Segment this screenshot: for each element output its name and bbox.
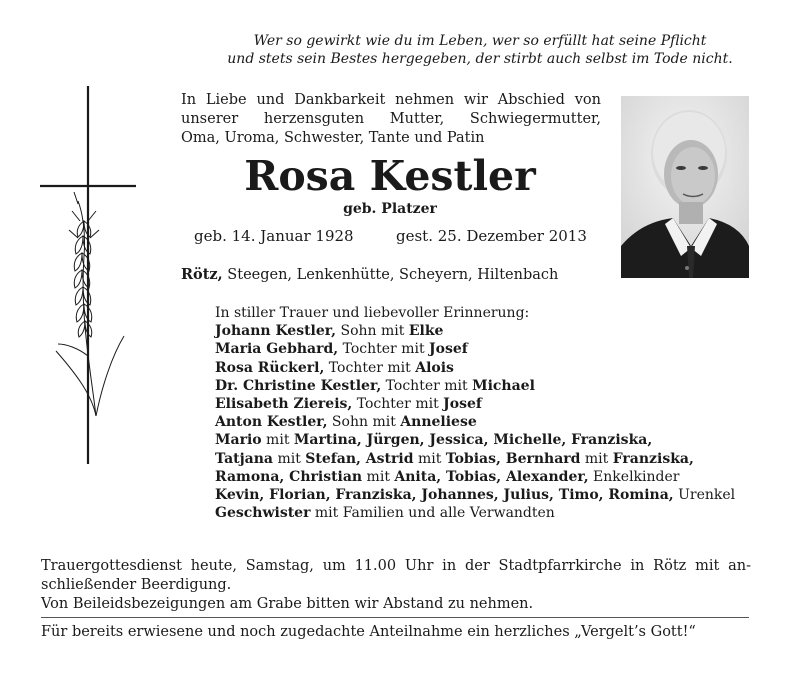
mourner-name: Michael — [472, 377, 535, 394]
funeral-info — [41, 557, 751, 614]
mourner-name: Kevin, Florian, Franziska, Johannes, Julius, Timo, Romina, — [215, 487, 674, 504]
mourner-name: Anton Kestler, — [215, 414, 328, 431]
portrait-photo — [621, 96, 749, 278]
deceased-name: Rosa Kestler — [244, 152, 536, 200]
mourner-name: Johann Kestler, — [215, 323, 337, 340]
mourner-name: Josef — [429, 341, 468, 358]
mourner-name: Ramona, Christian — [215, 468, 363, 485]
mourner-relation: mit Familien und alle Verwandten — [310, 505, 555, 522]
mourner-row — [215, 322, 760, 340]
mourner-row — [215, 395, 760, 413]
mourner-rows — [215, 322, 760, 522]
mourner-name: Geschwister — [215, 505, 311, 522]
places-line — [181, 265, 601, 285]
mourner-relation: mit — [261, 432, 294, 449]
intro-line-2: unserer herzensguten Mutter, Schwiegermutter, — [181, 111, 601, 127]
funeral-line-1: Trauergottesdienst heute, Samstag, um 11.00 Uhr in der Stadtpfarrkirche in Rötz mit an- — [41, 558, 751, 574]
mourner-name: Mario — [215, 432, 262, 449]
intro-line-1: In Liebe und Dankbarkeit nehmen wir Abschied von — [181, 92, 601, 108]
mourner-relation: Tochter mit — [324, 359, 416, 376]
mourner-name: Tobias, Bernhard — [445, 450, 581, 467]
mourner-relation: mit — [273, 450, 306, 467]
mourners-heading: In stiller Trauer und liebevoller Erinnerung: — [215, 305, 530, 321]
mourner-name: Maria Gebhard, — [215, 341, 339, 358]
mourner-row — [215, 431, 760, 449]
mourner-relation: mit — [580, 450, 613, 467]
mourner-relation: Tochter mit — [338, 341, 430, 358]
mourner-row — [215, 340, 760, 358]
mourner-row — [215, 450, 760, 468]
mourner-relation: mit — [413, 450, 446, 467]
mourner-name: Elisabeth Ziereis, — [215, 396, 353, 413]
mourner-relation: Sohn mit — [336, 323, 409, 340]
mourner-row — [215, 486, 760, 504]
mourner-relation: Sohn mit — [327, 414, 401, 431]
mourner-name: Stefan, Astrid — [305, 450, 414, 467]
mourner-row — [215, 377, 760, 395]
mourner-relation: mit — [362, 468, 395, 485]
mourner-name: Franziska, — [612, 450, 694, 467]
mourner-relation: Urenkel — [673, 487, 736, 504]
thanks-line: Für bereits erwiesene und noch zugedachte Anteilnahme ein herzliches „Vergelt’s Gott!“ — [41, 624, 696, 640]
mourner-relation: Enkelkinder — [588, 468, 680, 485]
mourner-relation: Tochter mit — [381, 377, 473, 394]
intro-text — [181, 91, 601, 148]
divider — [41, 617, 749, 618]
mourner-name: Elke — [408, 323, 444, 340]
mourner-name: Josef — [443, 396, 482, 413]
funeral-line-3: Von Beileidsbezeigungen am Grabe bitten wir Abstand zu nehmen. — [41, 596, 534, 612]
motto-verse — [200, 32, 760, 68]
mourner-row — [215, 413, 760, 431]
mourner-name: Martina, Jürgen, Jessica, Michelle, Franziska, — [293, 432, 653, 449]
place-rest: Steegen, Lenkenhütte, Scheyern, Hiltenbach — [222, 267, 559, 283]
cross-with-wheat-icon — [38, 86, 138, 466]
maiden-name: geb. Platzer — [343, 201, 437, 217]
mourner-row — [215, 504, 760, 522]
mourner-name: Rosa Rückerl, — [215, 359, 325, 376]
mourner-row — [215, 468, 760, 486]
death-date: gest. 25. Dezember 2013 — [396, 227, 587, 245]
intro-line-3: Oma, Uroma, Schwester, Tante und Patin — [181, 130, 485, 146]
mourner-name: Tatjana — [215, 450, 274, 467]
portrait-icon — [621, 96, 749, 278]
mourner-relation: Tochter mit — [352, 396, 444, 413]
funeral-line-2: schließender Beerdigung. — [41, 577, 232, 593]
place-main: Rötz, — [181, 266, 223, 283]
mourner-name: Anneliese — [400, 414, 477, 431]
mourners-list — [215, 304, 760, 522]
mourner-name: Anita, Tobias, Alexander, — [394, 468, 589, 485]
motto-line-1: Wer so gewirkt wie du im Leben, wer so erfüllt hat seine Pflicht — [253, 33, 707, 49]
motto-line-2: und stets sein Bestes hergegeben, der stirbt auch selbst im Tode nicht. — [227, 51, 733, 67]
mourner-name: Dr. Christine Kestler, — [215, 377, 382, 394]
mourner-row — [215, 359, 760, 377]
mourner-name: Alois — [415, 359, 454, 376]
birth-date: geb. 14. Januar 1928 — [194, 227, 354, 245]
